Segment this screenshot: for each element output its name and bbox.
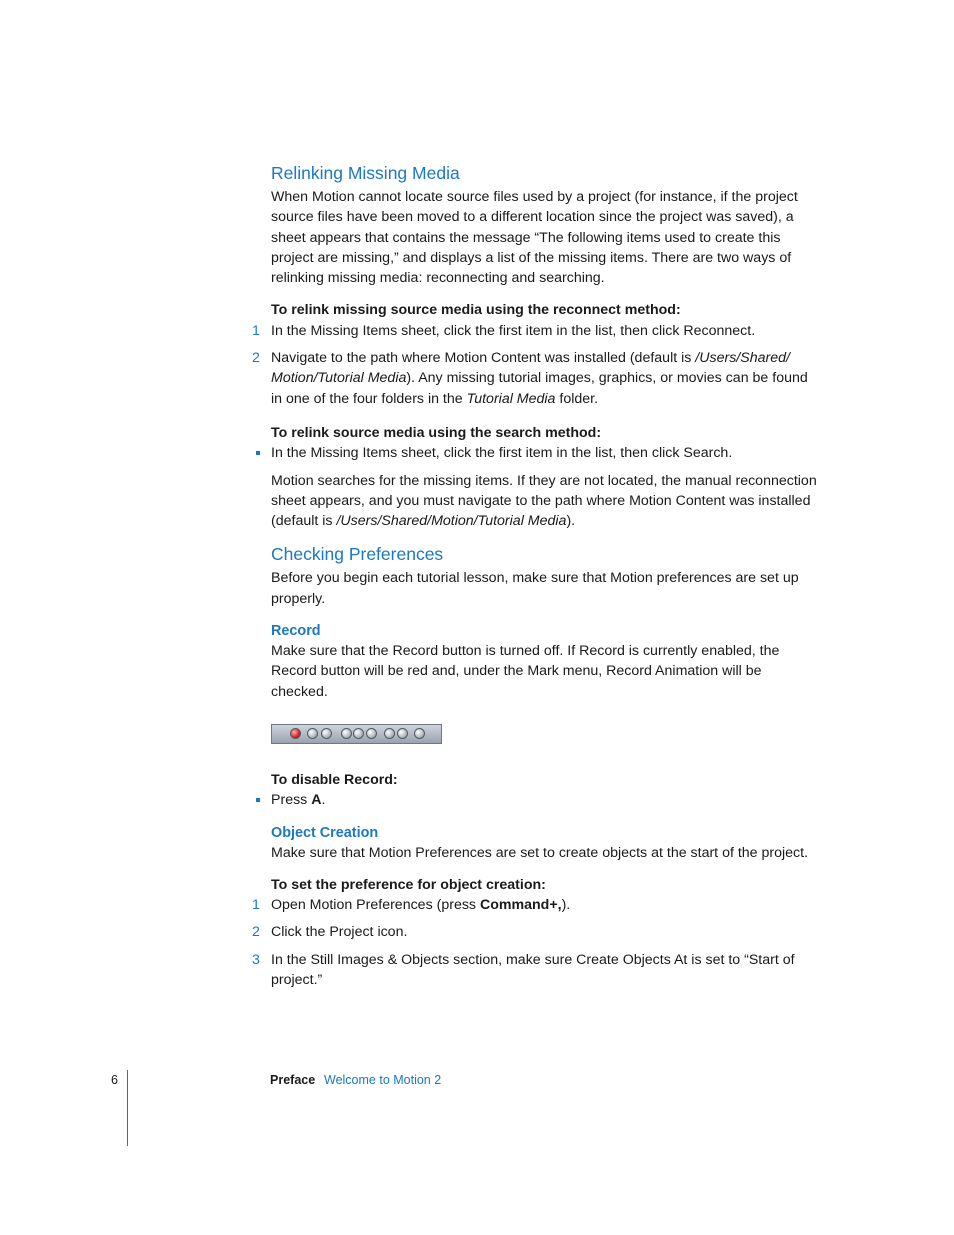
list-item bbox=[271, 443, 831, 463]
step-number: 1 bbox=[252, 897, 260, 914]
path-text: Motion/Tutorial Media bbox=[271, 370, 407, 387]
key-label: Command+, bbox=[479, 897, 562, 914]
bullet-icon bbox=[256, 451, 260, 455]
next-frame-icon bbox=[397, 728, 408, 739]
folder-name: Tutorial Media bbox=[466, 390, 556, 407]
go-to-start-icon bbox=[307, 728, 318, 739]
record-icon bbox=[290, 728, 301, 739]
step-text: Click the Project icon. bbox=[271, 924, 408, 941]
heading-relinking-missing-media: Relinking Missing Media bbox=[271, 163, 460, 183]
footer-chapter-title: Welcome to Motion 2 bbox=[324, 1073, 442, 1087]
footer-section: Preface bbox=[270, 1073, 316, 1087]
transport-controls-image bbox=[271, 724, 442, 744]
task-title-reconnect: To relink missing source media using the reconnect method: bbox=[271, 302, 681, 319]
search-followup: Motion searches for the missing items. If they are not located, the manual reconnection sheet appears, and you must navigate to the path where Motion Content was installed (default is /Users/Shared/Motion/Tutorial Media). bbox=[271, 472, 817, 530]
bullet-icon bbox=[256, 798, 260, 802]
step-number: 3 bbox=[252, 951, 260, 968]
step-number: 1 bbox=[252, 322, 260, 339]
footer-divider bbox=[127, 1070, 128, 1146]
object-creation-body: Make sure that Motion Preferences are set to create objects at the start of the project. bbox=[271, 844, 809, 861]
play-icon bbox=[353, 728, 364, 739]
previous-frame-icon bbox=[384, 728, 395, 739]
prefs-intro: Before you begin each tutorial lesson, make sure that Motion preferences are set up properly. bbox=[271, 570, 799, 607]
task-title-search: To relink source media using the search method: bbox=[271, 424, 602, 441]
list-item: 1 Open Motion Preferences (press Command+,). bbox=[271, 895, 831, 915]
task-title-object-creation: To set the preference for object creation: bbox=[271, 876, 546, 893]
key-label: A bbox=[311, 792, 322, 809]
list-item bbox=[252, 922, 831, 942]
path-text: /Users/Shared/ bbox=[695, 350, 790, 367]
audio-icon bbox=[414, 728, 425, 739]
go-to-end-icon bbox=[321, 728, 332, 739]
page-content bbox=[252, 160, 831, 997]
path-text: /Users/Shared/Motion/Tutorial Media bbox=[336, 513, 567, 530]
list-item: Press A. bbox=[271, 790, 831, 810]
loop-icon bbox=[366, 728, 377, 739]
page-number: 6 bbox=[111, 1073, 118, 1087]
record-body: Make sure that the Record button is turned off. If Record is currently enabled, the Record button will be red and, under the Mark menu, Record Animation will be checked. bbox=[271, 643, 780, 700]
list-item: 3 In the Still Images & Objects section, make sure Create Objects At is set to “Start of project.” bbox=[252, 951, 795, 989]
play-reverse-icon bbox=[341, 728, 352, 739]
heading-object-creation: Object Creation bbox=[271, 824, 379, 841]
relink-intro: When Motion cannot locate source files used by a project (for instance, if the project source files have been moved to a different location since the project was saved), a sheet appears that contains the message “The following items used to create this project are missing,” and displays a list of the missing items. There are two ways of relinking missing media: reconnecting and searching. bbox=[271, 189, 798, 287]
list-item bbox=[252, 321, 831, 341]
step-number: 2 bbox=[252, 924, 260, 941]
step-number: 2 bbox=[252, 350, 260, 367]
step-text: In the Missing Items sheet, click the first item in the list, then click Search. bbox=[271, 445, 733, 462]
task-title-disable-record: To disable Record: bbox=[271, 771, 398, 788]
step-text: In the Missing Items sheet, click the first item in the list, then click Reconnect. bbox=[271, 322, 756, 339]
heading-checking-preferences: Checking Preferences bbox=[271, 544, 444, 565]
heading-record: Record bbox=[271, 623, 321, 640]
list-item: 2 Navigate to the path where Motion Content was installed (default is /Users/Shared/ Motion/Tutorial Media). Any missing tutorial images, graphics, or movies can be found in one of the four folders in the Tutorial Media folder. bbox=[252, 350, 808, 407]
